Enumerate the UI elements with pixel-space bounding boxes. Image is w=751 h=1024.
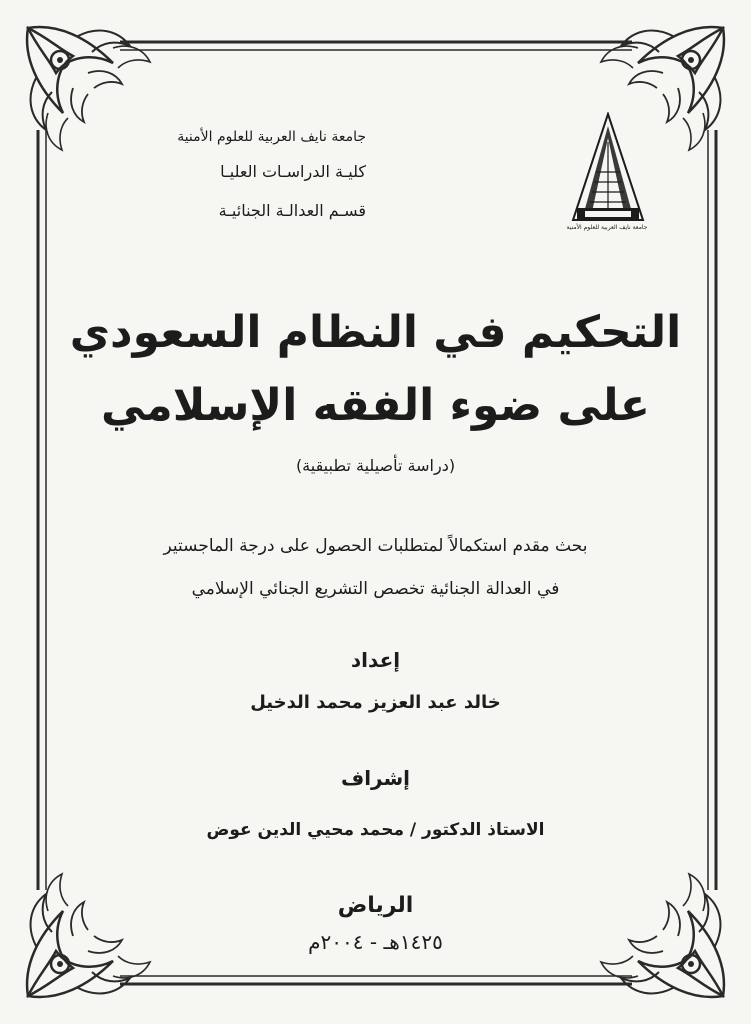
university-logo-icon [563, 112, 653, 232]
author-name: خالد عبد العزيز محمد الدخيل [250, 692, 501, 713]
preparation-label: إعداد [350, 648, 401, 672]
thesis-title-line1: التحكيم في النظام السعودي [69, 307, 682, 358]
purpose-statement-line2: في العدالة الجنائية تخصص التشريع الجنائي الإسلامي [191, 579, 560, 599]
supervisor-name: الاستاذ الدكتور / محمد محيي الدين عوض [206, 820, 545, 840]
logo-caption: جامعة نايف العربية للعلوم الأمنية [566, 224, 648, 231]
college-name: كليـة الدراسـات العليـا [220, 162, 366, 181]
thesis-subtitle: (دراسة تأصيلية تطبيقية) [295, 456, 456, 475]
university-name: جامعة نايف العربية للعلوم الأمنية [177, 129, 366, 145]
purpose-statement-line1: بحث مقدم استكمالاً لمتطلبات الحصول على درجة الماجستير [163, 536, 588, 556]
thesis-title-line2: على ضوء الفقه الإسلامي [101, 380, 650, 431]
publication-date: ١٤٢٥هـ - ٢٠٠٤م [308, 930, 443, 954]
supervision-label: إشراف [340, 766, 411, 790]
city-name: الرياض [337, 893, 414, 918]
department-name: قسـم العدالـة الجنائيـة [218, 201, 366, 220]
